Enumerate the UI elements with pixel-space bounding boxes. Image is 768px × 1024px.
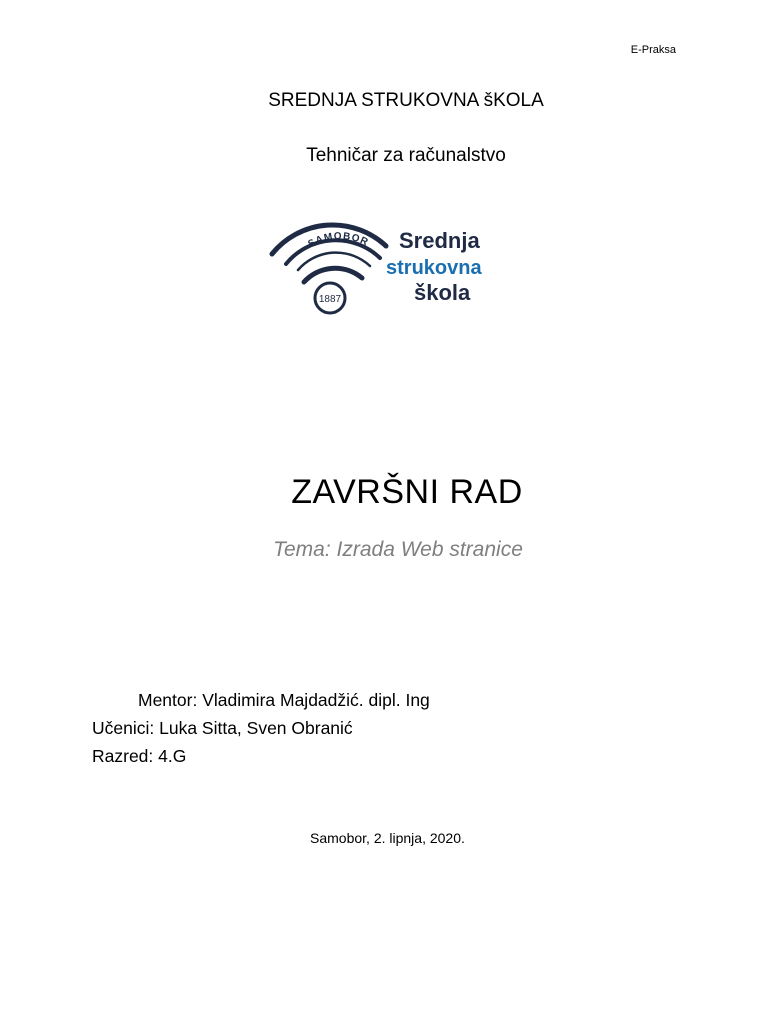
inner-arc-icon bbox=[304, 268, 362, 282]
thesis-title: ZAVRŠNI RAD bbox=[291, 473, 523, 511]
logo-word-1: Srednja bbox=[399, 228, 480, 253]
students-line: Učenici: Luka Sitta, Sven Obranić bbox=[92, 718, 353, 738]
logo-word-2: strukovna bbox=[386, 257, 482, 279]
school-name: SREDNJA STRUKOVNA šKOLA bbox=[268, 90, 544, 111]
school-logo bbox=[262, 206, 512, 322]
logo-graphic bbox=[262, 206, 512, 322]
logo-year: 1887 bbox=[318, 294, 342, 305]
mentor-line: Mentor: Vladimira Majdadžić. dipl. Ing bbox=[138, 690, 430, 710]
logo-word-3: škola bbox=[414, 280, 471, 305]
logo-arc-text: SAMOBOR bbox=[306, 230, 371, 251]
thesis-topic: Tema: Izrada Web stranice bbox=[273, 538, 523, 561]
class-line: Razred: 4.G bbox=[92, 746, 187, 766]
program-name: Tehničar za računalstvo bbox=[306, 145, 506, 166]
header-label: E-Praksa bbox=[630, 44, 676, 56]
place-date: Samobor, 2. lipnja, 2020. bbox=[310, 830, 465, 846]
